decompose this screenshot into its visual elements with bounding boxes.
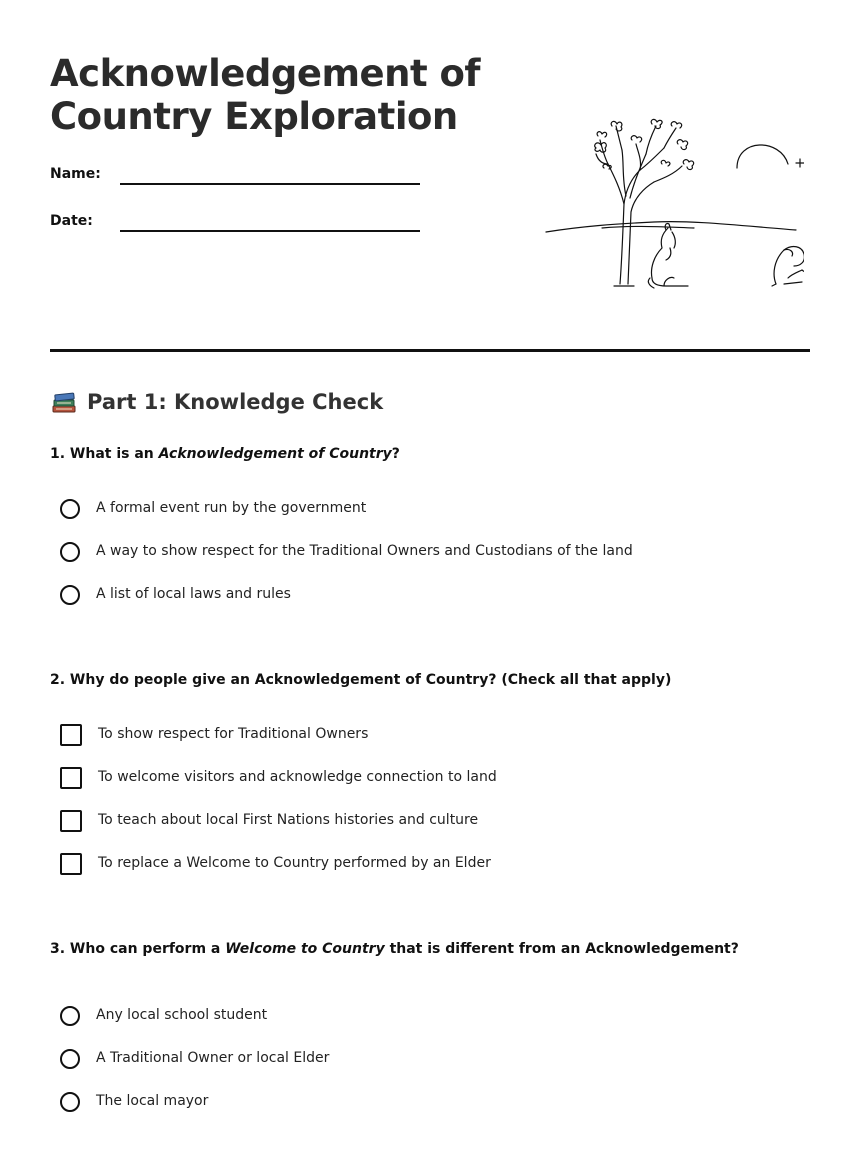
option-label: Any local school student	[96, 1007, 268, 1023]
question-3-options	[60, 1005, 329, 1134]
option-label: A way to show respect for the Traditional Owners and Custodians of the land	[96, 543, 633, 559]
checkbox[interactable]	[60, 767, 82, 789]
radio-option[interactable]	[60, 541, 633, 584]
question-2-text: 2. Why do people give an Acknowledgement of Country? (Check all that apply)	[50, 672, 672, 688]
worksheet-page	[50, 0, 810, 1161]
page-title	[50, 52, 510, 138]
star-icon	[796, 159, 804, 167]
question-1-prefix: 1. What is an	[50, 446, 159, 462]
date-label: Date:	[50, 213, 93, 229]
question-1-options	[60, 498, 633, 627]
option-label: To replace a Welcome to Country performed by an Elder	[98, 855, 491, 871]
radio-option[interactable]	[60, 584, 633, 627]
option-label: To teach about local First Nations histories and culture	[98, 812, 479, 828]
question-1-text	[50, 444, 810, 464]
checkbox-option[interactable]	[60, 853, 497, 896]
question-3-text	[50, 939, 810, 959]
option-label: To show respect for Traditional Owners	[98, 726, 369, 742]
header-divider	[50, 349, 810, 352]
question-1	[50, 444, 810, 602]
question-1-emphasis: Acknowledgement of Country	[158, 446, 392, 462]
question-1-suffix: ?	[391, 446, 400, 462]
date-input-line[interactable]	[120, 230, 420, 232]
checkbox[interactable]	[60, 810, 82, 832]
question-3-emphasis: Welcome to Country	[225, 941, 385, 957]
tree-icon	[595, 119, 694, 286]
radio-option[interactable]	[60, 1091, 329, 1134]
question-3-prefix: 3. Who can perform a	[50, 941, 226, 957]
radio-circle[interactable]	[60, 1006, 80, 1026]
name-label: Name:	[50, 166, 101, 182]
radio-circle[interactable]	[60, 585, 80, 605]
radio-option[interactable]	[60, 498, 633, 541]
part1-heading	[50, 388, 383, 416]
kangaroo-icon	[648, 223, 688, 288]
checkbox[interactable]	[60, 724, 82, 746]
question-3	[50, 939, 810, 1109]
checkbox-option[interactable]	[60, 810, 497, 853]
question-2	[50, 670, 810, 871]
radio-circle[interactable]	[60, 499, 80, 519]
name-field	[50, 166, 420, 196]
radio-circle[interactable]	[60, 542, 80, 562]
checkbox[interactable]	[60, 853, 82, 875]
option-label: To welcome visitors and acknowledge connection to land	[98, 769, 497, 785]
books-icon	[50, 388, 78, 416]
kangaroo-icon	[772, 247, 804, 286]
question-2-options	[60, 724, 497, 896]
title-line-1: Acknowledgement of	[50, 52, 481, 95]
option-label: A formal event run by the government	[96, 500, 367, 516]
radio-circle[interactable]	[60, 1092, 80, 1112]
option-label: The local mayor	[96, 1093, 209, 1109]
title-line-2: Country Exploration	[50, 95, 458, 138]
radio-circle[interactable]	[60, 1049, 80, 1069]
option-label: A list of local laws and rules	[96, 586, 291, 602]
option-label: A Traditional Owner or local Elder	[96, 1050, 330, 1066]
radio-option[interactable]	[60, 1005, 329, 1048]
checkbox-option[interactable]	[60, 724, 497, 767]
date-field	[50, 213, 420, 243]
sun-icon	[737, 145, 788, 168]
radio-option[interactable]	[60, 1048, 329, 1091]
part1-title: Part 1: Knowledge Check	[87, 390, 384, 414]
question-3-suffix: that is different from an Acknowledgement?	[384, 941, 739, 957]
outback-illustration	[544, 108, 804, 298]
checkbox-option[interactable]	[60, 767, 497, 810]
name-input-line[interactable]	[120, 183, 420, 185]
